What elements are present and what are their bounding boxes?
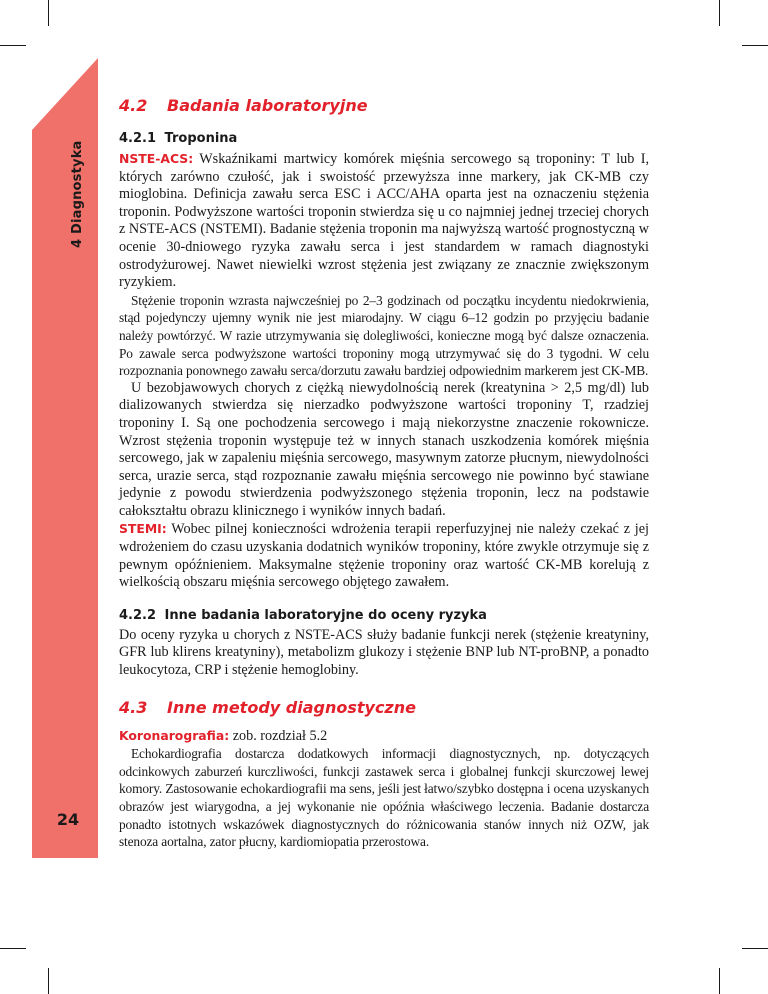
subsection-heading-4-2-2 [119, 608, 649, 623]
keyword-nste-acs: NSTE-ACS: [119, 151, 194, 166]
keyword-koronarografia: Koronarografia: [119, 727, 230, 743]
subsection-number: 4.2.1 [119, 131, 157, 146]
chapter-label: 4 Diagnostyka [70, 140, 85, 248]
crop-mark [0, 948, 26, 949]
keyword-stemi: STEMI: [119, 521, 167, 537]
subsection-title: Inne badania laboratoryjne do oceny ryzyka [164, 607, 487, 623]
subsection-title: Troponina [164, 131, 238, 146]
subsection-heading-4-2-1 [119, 131, 649, 146]
paragraph-text: Wobec pilnej konieczności wdrożenia terapii reperfuzyjnej nie należy czekać z jej wdrożeniem do czasu uzyskania dodatnich wyników troponiny, które zwykle otrzymuje się z pewnym opóźnieniem. Maksymalne stężenie troponiny oraz wartość CK-MB korelują z wielkością obszaru mięśnia sercowego objętego zawałem. [119, 521, 649, 591]
crop-mark [742, 948, 768, 949]
section-title: Badania laboratoryjne [167, 96, 368, 115]
paragraph [119, 727, 649, 746]
crop-mark [0, 45, 26, 46]
page-content [119, 96, 649, 851]
crop-mark [719, 968, 720, 994]
crop-mark [742, 45, 768, 46]
section-number: 4.2 [119, 96, 148, 115]
crop-mark [48, 968, 49, 994]
crop-mark [48, 0, 49, 26]
paragraph: U bezobjawowych chorych z ciężką niewydolnością nerek (kreatynina > 2,5 mg/dl) lub dializowanych stwierdza się nierzadko podwyższone wartości troponiny T, rzadziej troponiny I. Są one pochodzenia sercowego i mają niekorzystne znaczenie rokownicze. Wzrost stężenia troponin występuje też w innych stanach uszkodzenia komórek mięśnia sercowego, jak w zapaleniu mięśnia sercowego, masywnym zatorze płucnym, niewydolności serca, urazie serca, stąd rozpoznanie zawału mięśnia sercowego nie powinno być stawiane jedynie z powodu stwierdzenia podwyższonego stężenia troponin, lecz na podstawie całokształtu obrazu klinicznego i wyników innych badań. [119, 379, 649, 519]
section-heading-4-3 [119, 698, 649, 717]
paragraph [119, 150, 649, 292]
paragraph: Echokardiografia dostarcza dodatkowych informacji diagnostycznych, np. dotyczących odcinkowych zaburzeń kurczliwości, funkcji zastawek serca i globalnej funkcji skurczowej lewej komory. Zastosowanie echokardiografii ma sens, jeśli jest łatwo/szybko dostępna i ocena uzyskanych obrazów jest wiarygodna, a jej wykonanie nie opóźnia właściwego leczenia. Badanie dostarcza ponadto istotnych wskazówek diagnostycznych do różnicowania stanów innych niż OZW, jak stenoza aortalna, zator płucny, kardiomiopatia przerostowa. [119, 746, 649, 850]
page-number: 24 [56, 810, 80, 829]
paragraph-text: Wskaźnikami martwicy komórek mięśnia sercowego są troponiny: T lub I, których zarówno czułość, jak i swoistość przewyższa inne markery, jak CK-MB czy mioglobina. Definicja zawału serca ESC i ACC/AHA oparta jest na oznaczeniu stężenia troponin. Podwyższone wartości troponin stwierdza się u co najmniej jednej trzeciej chorych z NSTE-ACS (NSTEMI). Badanie stężenia troponin ma najwyższą wartość prognostyczną w ocenie 30-dniowego ryzyka zawału serca i jest standardem w ramach diagnostyki ostrodyżurowej. Nawet niewielki wzrost stężenia jest związany ze znacznie zwiększonym ryzykiem. [119, 151, 649, 291]
paragraph: Do oceny ryzyka u chorych z NSTE-ACS służy badanie funkcji nerek (stężenie kreatyniny, GFR lub klirens kreatyniny), metabolizm glukozy i stężenie BNP lub NT-proBNP, a ponadto leukocytoza, CRP i stężenie hemoglobiny. [119, 626, 649, 679]
section-heading-4-2 [119, 96, 649, 115]
paragraph: Stężenie troponin wzrasta najwcześniej po 2–3 godzinach od początku incydentu niedokrwienia, stąd pojedynczy ujemny wynik nie jest miarodajny. W ciągu 6–12 godzin po przyjęciu badanie należy powtórzyć. W razie utrzymywania się dolegliwości, konieczne mogą być dalsze oznaczenia. Po zawale serca podwyższone wartości troponiny mogą utrzymywać się do 3 tygodni. W celu rozpoznania ponownego zawału serca/dorzutu zawału bardziej odpowiednim markerem jest CK-MB. [119, 292, 649, 379]
section-number: 4.3 [119, 697, 148, 717]
chapter-tab [32, 58, 98, 858]
crop-mark [719, 0, 720, 26]
section-title: Inne metody diagnostyczne [167, 697, 416, 717]
paragraph-text: zob. rozdział 5.2 [229, 727, 328, 744]
subsection-number: 4.2.2 [119, 607, 157, 623]
paragraph [119, 520, 649, 591]
